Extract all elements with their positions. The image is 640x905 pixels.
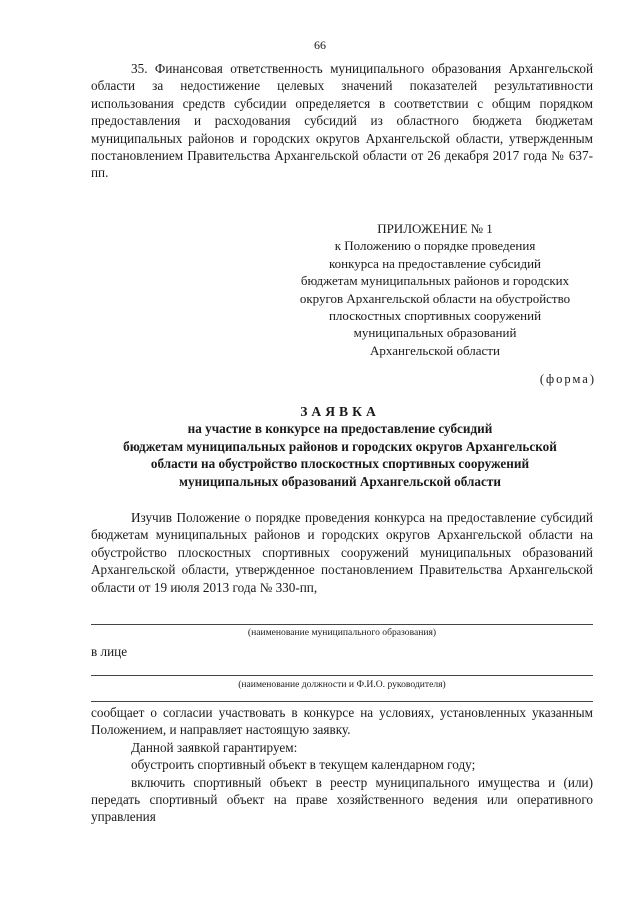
caption-head: (наименование должности и Ф.И.О. руководителя) — [238, 679, 446, 690]
appendix-line: Архангельской области — [370, 342, 500, 358]
heading-title: ЗАЯВКА — [300, 404, 380, 419]
obligations-block — [91, 704, 593, 826]
appendix-line: муниципальных образований — [353, 325, 517, 341]
fill-line-head[interactable] — [91, 675, 593, 676]
caption-municipality: (наименование муниципального образования) — [247, 627, 437, 638]
appendix-line: конкурса на предоставление субсидий — [329, 255, 541, 271]
fill-line-extra[interactable] — [91, 701, 593, 702]
application-heading — [70, 403, 610, 490]
page-number: 66 — [314, 38, 326, 52]
appendix-line: плоскостных спортивных сооружений — [328, 308, 542, 324]
v-lice-label: в лице — [91, 644, 128, 659]
appendix-line: округов Архангельской области на обустройство — [299, 290, 571, 306]
heading-line: области на обустройство плоскостных спортивных сооружений — [150, 456, 530, 472]
soobshchaet-paragraph: сообщает о согласии участвовать в конкурсе на условиях, установленных указанным Положением, и направляет настоящую заявку. — [91, 705, 593, 738]
heading-line: бюджетам муниципальных районов и городских округов Архангельской — [123, 438, 557, 454]
form-label: (форма) — [539, 372, 596, 386]
intro-paragraph: Изучив Положение о порядке проведения конкурса на предоставление субсидий бюджетам муниципальных районов и городских округов Архангельской области на обустройство плоскостных спортивных сооружений муниципальных образований Архангельской области, утвержденное постановлением Правительства Архангельской области от 19 июля 2013 года № 330-пп, — [91, 510, 593, 595]
appendix-line: бюджетам муниципальных районов и городских — [300, 273, 570, 289]
obustroit-paragraph: обустроить спортивный объект в текущем календарном году; — [131, 757, 476, 773]
appendix-line: к Положению о порядке проведения — [334, 238, 536, 254]
appendix-block — [270, 220, 600, 359]
vklyuchit-paragraph: включить спортивный объект в реестр муниципального имущества и (или) передать спортивный объект на праве хозяйственного ведения или оперативного управления — [91, 774, 593, 825]
heading-line: на участие в конкурсе на предоставление субсидий — [187, 421, 493, 437]
fill-line-municipality[interactable] — [91, 624, 593, 625]
heading-line: муниципальных образований Архангельской области — [179, 473, 501, 489]
garantiruem-paragraph: Данной заявкой гарантируем: — [131, 739, 298, 755]
appendix-title: ПРИЛОЖЕНИЕ № 1 — [377, 221, 493, 236]
paragraph-35: 35. Финансовая ответственность муниципального образования Архангельской области за недостижение целевых значений показателей результативности использования средств субсидии определяется в соответствии с общим порядком предоставления и расходования субсидий из областного бюджета бюджетам муниципальных районов и городских округов Архангельской области, утвержденным постановлением Правительства Архангельской области от 26 декабря 2017 года № 637-пп. — [91, 61, 593, 181]
